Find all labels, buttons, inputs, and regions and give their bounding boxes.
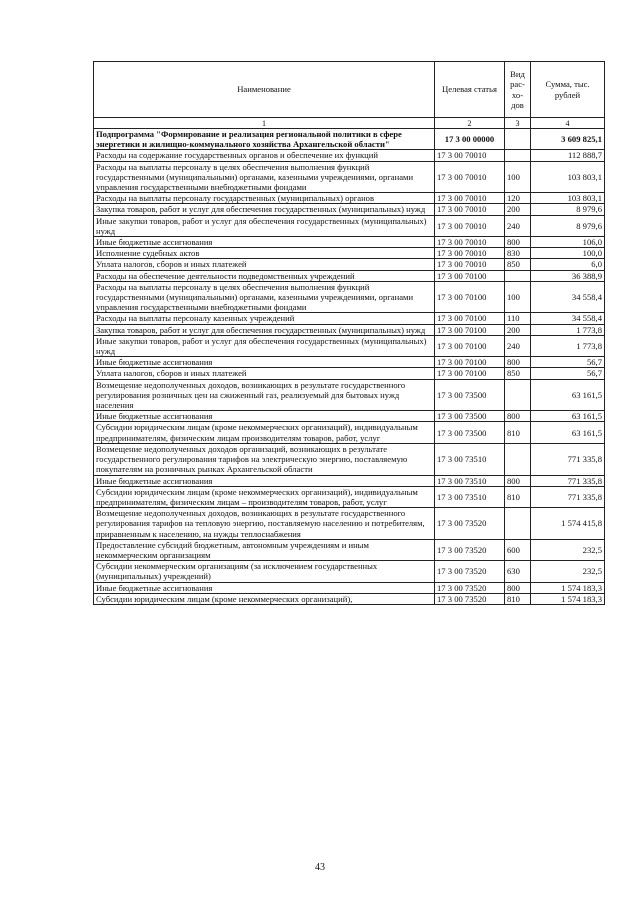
- row-sum-cell: 100,0: [531, 248, 605, 259]
- row-sum-cell: 56,7: [531, 357, 605, 368]
- row-target-code-cell: 17 3 00 73510: [435, 443, 505, 475]
- row-expense-type-cell: 100: [505, 281, 531, 313]
- row-target-code-cell: 17 3 00 73520: [435, 561, 505, 582]
- row-sum-cell: 6,0: [531, 259, 605, 270]
- table-row: [94, 270, 605, 281]
- row-name-cell: Расходы на выплаты персоналу государственных (муниципальных) органов: [94, 193, 435, 204]
- table-row: [94, 561, 605, 582]
- row-expense-type-cell: 810: [505, 486, 531, 507]
- row-target-code-cell: 17 3 00 70100: [435, 270, 505, 281]
- row-name-cell: Субсидии юридическим лицам (кроме некоммерческих организаций),: [94, 593, 435, 604]
- row-sum-cell: 112 888,7: [531, 150, 605, 161]
- row-name-cell: Расходы на содержание государственных органов и обеспечение их функций: [94, 150, 435, 161]
- table-row: [94, 259, 605, 270]
- row-expense-type-cell: 240: [505, 215, 531, 236]
- row-name-cell: Возмещение недополученных доходов, возникающих в результате государственного регулирования тарифов на тепловую энергию, поставляемую населению и потребителям, приравненным к населению, на нужды теплоснабжения: [94, 508, 435, 540]
- table-row: [94, 193, 605, 204]
- row-target-code-cell: 17 3 00 70010: [435, 237, 505, 248]
- row-target-code-cell: 17 3 00 70100: [435, 324, 505, 335]
- table-row: [94, 411, 605, 422]
- table-row: [94, 313, 605, 324]
- row-target-code-cell: 17 3 00 73500: [435, 379, 505, 411]
- row-target-code-cell: 17 3 00 70100: [435, 368, 505, 379]
- table-row: [94, 539, 605, 560]
- row-sum-cell: 103 803,1: [531, 161, 605, 193]
- row-name-cell: Субсидии юридическим лицам (кроме некоммерческих организаций), индивидуальным предпринимателям, физическим лицам – производителям товаров, работ, услуг: [94, 486, 435, 507]
- row-name-cell: Расходы на выплаты персоналу в целях обеспечения выполнения функций государственными (муниципальными) органами, казенными учреждениями, органами управления государственными внебюджетными фондами: [94, 161, 435, 193]
- row-expense-type-cell: 810: [505, 593, 531, 604]
- row-sum-cell: 63 161,5: [531, 411, 605, 422]
- row-expense-type-cell: 200: [505, 204, 531, 215]
- row-name-cell: Расходы на выплаты персоналу в целях обеспечения выполнения функций государственными (муниципальными) органами, казенными учреждениями, органами управления государственными внебюджетными фондами: [94, 281, 435, 313]
- row-sum-cell: 34 558,4: [531, 313, 605, 324]
- row-name-cell: Возмещение недополученных доходов, возникающих в результате государственного регулирования розничных цен на сжиженный газ, реализуемый для бытовых нужд населения: [94, 379, 435, 411]
- row-name-cell: Иные бюджетные ассигнования: [94, 237, 435, 248]
- table-row: [94, 150, 605, 161]
- row-sum-cell: 771 335,8: [531, 443, 605, 475]
- row-sum-cell: 103 803,1: [531, 193, 605, 204]
- row-expense-type-cell: 110: [505, 313, 531, 324]
- row-sum-cell: 771 335,8: [531, 486, 605, 507]
- table-row: [94, 215, 605, 236]
- row-target-code-cell: 17 3 00 73510: [435, 486, 505, 507]
- page-number: 43: [315, 862, 325, 873]
- row-target-code-cell: 17 3 00 70010: [435, 215, 505, 236]
- row-sum-cell: 232,5: [531, 561, 605, 582]
- row-name-cell: Уплата налогов, сборов и иных платежей: [94, 259, 435, 270]
- column-number-row: [94, 118, 605, 129]
- table-row: [94, 335, 605, 356]
- row-name-cell: Предоставление субсидий бюджетным, автономным учреждениям и иным некоммерческим организациям: [94, 539, 435, 560]
- row-expense-type-cell: [505, 443, 531, 475]
- row-expense-type-cell: [505, 508, 531, 540]
- col-number-3: 3: [505, 118, 531, 129]
- row-sum-cell: 63 161,5: [531, 422, 605, 443]
- row-name-cell: Иные бюджетные ассигнования: [94, 582, 435, 593]
- row-expense-type-cell: 100: [505, 161, 531, 193]
- table-row: [94, 281, 605, 313]
- row-expense-type-cell: 800: [505, 475, 531, 486]
- row-name-cell: Расходы на обеспечение деятельности подведомственных учреждений: [94, 270, 435, 281]
- row-expense-type-cell: [505, 129, 531, 150]
- row-target-code-cell: 17 3 00 70010: [435, 204, 505, 215]
- row-name-cell: Субсидии юридическим лицам (кроме некоммерческих организаций), индивидуальным предпринимателям, физическим лицам производителям товаров, работ, услуг: [94, 422, 435, 443]
- row-name-cell: Исполнение судебных актов: [94, 248, 435, 259]
- col-number-2: 2: [435, 118, 505, 129]
- row-expense-type-cell: [505, 150, 531, 161]
- table-row: [94, 368, 605, 379]
- row-name-cell: Возмещение недополученных доходов организаций, возникающих в результате государственного регулирования тарифов на электрическую энергию, поставляемую покупателям на розничных рынках Архангельской области: [94, 443, 435, 475]
- row-sum-cell: 8 979,6: [531, 215, 605, 236]
- header-target: Целевая статья: [435, 62, 505, 118]
- row-expense-type-cell: 850: [505, 368, 531, 379]
- row-expense-type-cell: 850: [505, 259, 531, 270]
- header-name: Наименование: [94, 62, 435, 118]
- col-number-4: 4: [531, 118, 605, 129]
- row-target-code-cell: 17 3 00 70100: [435, 281, 505, 313]
- row-name-cell: Иные бюджетные ассигнования: [94, 357, 435, 368]
- row-expense-type-cell: 120: [505, 193, 531, 204]
- row-sum-cell: 34 558,4: [531, 281, 605, 313]
- row-expense-type-cell: 800: [505, 411, 531, 422]
- table-row: [94, 161, 605, 193]
- row-expense-type-cell: 830: [505, 248, 531, 259]
- row-sum-cell: 3 609 825,1: [531, 129, 605, 150]
- row-name-cell: Подпрограмма "Формирование и реализация региональной политики в сфере энергетики и жилищно-коммунального хозяйства Архангельской области": [94, 129, 435, 150]
- row-name-cell: Иные закупки товаров, работ и услуг для обеспечения государственных (муниципальных) нужд: [94, 215, 435, 236]
- col-number-1: 1: [94, 118, 435, 129]
- row-target-code-cell: 17 3 00 73520: [435, 582, 505, 593]
- row-sum-cell: 1 574 415,8: [531, 508, 605, 540]
- row-target-code-cell: 17 3 00 00000: [435, 129, 505, 150]
- row-target-code-cell: 17 3 00 73500: [435, 411, 505, 422]
- row-sum-cell: 63 161,5: [531, 379, 605, 411]
- table-row: [94, 357, 605, 368]
- row-sum-cell: 1 574 183,3: [531, 582, 605, 593]
- row-expense-type-cell: 800: [505, 357, 531, 368]
- table-row: [94, 129, 605, 150]
- row-sum-cell: 232,5: [531, 539, 605, 560]
- row-name-cell: Иные бюджетные ассигнования: [94, 475, 435, 486]
- row-target-code-cell: 17 3 00 70100: [435, 313, 505, 324]
- row-sum-cell: 1 574 183,3: [531, 593, 605, 604]
- row-expense-type-cell: 800: [505, 582, 531, 593]
- table-row: [94, 248, 605, 259]
- header-vid: Вид рас-хо-дов: [505, 62, 531, 118]
- row-sum-cell: 771 335,8: [531, 475, 605, 486]
- header-sum: Сумма, тыс. рублей: [531, 62, 605, 118]
- row-target-code-cell: 17 3 00 70100: [435, 335, 505, 356]
- row-name-cell: Субсидии некоммерческим организациям (за исключением государственных (муниципальных) учреждений): [94, 561, 435, 582]
- table-row: [94, 582, 605, 593]
- row-sum-cell: 106,0: [531, 237, 605, 248]
- table-row: [94, 379, 605, 411]
- table-row: [94, 475, 605, 486]
- row-target-code-cell: 17 3 00 73520: [435, 539, 505, 560]
- row-target-code-cell: 17 3 00 73520: [435, 508, 505, 540]
- row-name-cell: Закупка товаров, работ и услуг для обеспечения государственных (муниципальных) нужд: [94, 324, 435, 335]
- row-sum-cell: 1 773,8: [531, 335, 605, 356]
- table-row: [94, 593, 605, 604]
- row-target-code-cell: 17 3 00 70100: [435, 357, 505, 368]
- row-sum-cell: 56,7: [531, 368, 605, 379]
- row-target-code-cell: 17 3 00 73500: [435, 422, 505, 443]
- row-name-cell: Иные бюджетные ассигнования: [94, 411, 435, 422]
- row-expense-type-cell: [505, 270, 531, 281]
- budget-table: [93, 61, 605, 605]
- table-row: [94, 486, 605, 507]
- row-name-cell: Закупка товаров, работ и услуг для обеспечения государственных (муниципальных) нужд: [94, 204, 435, 215]
- row-name-cell: Иные закупки товаров, работ и услуг для обеспечения государственных (муниципальных) нужд: [94, 335, 435, 356]
- row-target-code-cell: 17 3 00 73510: [435, 475, 505, 486]
- row-sum-cell: 1 773,8: [531, 324, 605, 335]
- row-expense-type-cell: 200: [505, 324, 531, 335]
- table-row: [94, 204, 605, 215]
- row-target-code-cell: 17 3 00 73520: [435, 593, 505, 604]
- table-row: [94, 508, 605, 540]
- row-name-cell: Уплата налогов, сборов и иных платежей: [94, 368, 435, 379]
- row-target-code-cell: 17 3 00 70010: [435, 150, 505, 161]
- table-row: [94, 422, 605, 443]
- row-expense-type-cell: 630: [505, 561, 531, 582]
- row-target-code-cell: 17 3 00 70010: [435, 248, 505, 259]
- row-expense-type-cell: 600: [505, 539, 531, 560]
- row-expense-type-cell: [505, 379, 531, 411]
- row-expense-type-cell: 800: [505, 237, 531, 248]
- table-row: [94, 443, 605, 475]
- header-row: [94, 62, 605, 118]
- table-row: [94, 324, 605, 335]
- row-expense-type-cell: 240: [505, 335, 531, 356]
- row-sum-cell: 36 388,9: [531, 270, 605, 281]
- row-target-code-cell: 17 3 00 70010: [435, 193, 505, 204]
- row-target-code-cell: 17 3 00 70010: [435, 161, 505, 193]
- table-row: [94, 237, 605, 248]
- row-expense-type-cell: 810: [505, 422, 531, 443]
- row-sum-cell: 8 979,6: [531, 204, 605, 215]
- row-target-code-cell: 17 3 00 70010: [435, 259, 505, 270]
- row-name-cell: Расходы на выплаты персоналу казенных учреждений: [94, 313, 435, 324]
